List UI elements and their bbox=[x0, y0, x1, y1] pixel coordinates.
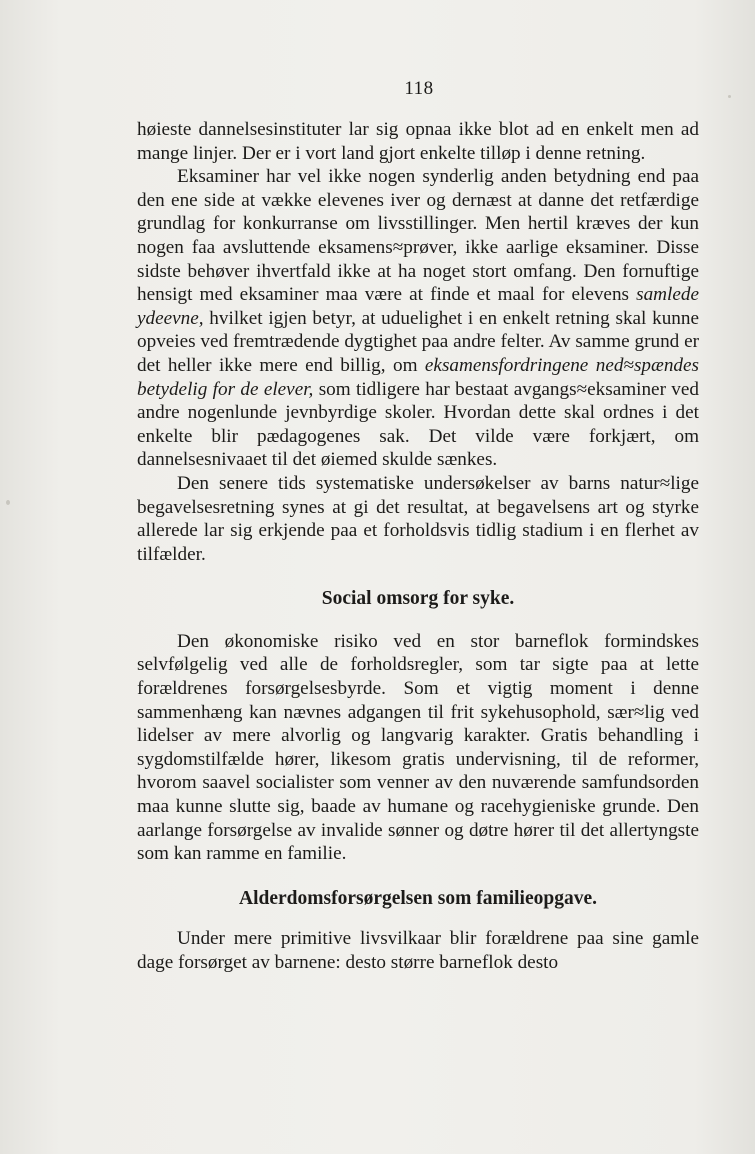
paragraph-syke: Den økonomiske risiko ved en stor barneflok formindskes selvfølgelig ved alle de forholdsregler, som tar sigte paa at lette forældrenes forsørgelsesbyrde. Som et vigtig moment i denne sammenhæng kan nævnes adgangen til frit sykehusophold, sær≈lig ved lidelser av mere alvorlig og langvarig karakter. Gratis behandling i sygdomstilfælde hører, likesom gratis undervisning, til de reformer, hvorom saavel socialister som venner av den nuværende samfundsorden maa kunne slutte sig, baade av humane og racehygieniske grunde. Den aarlange forsørgelse av invalide sønner og døtre hører til det allertyngste som kan ramme en familie. bbox=[137, 630, 699, 865]
paper-speck bbox=[6, 500, 10, 505]
paragraph-text: Eksaminer har vel ikke nogen synderlig anden betydning end paa den ene side at vække elevenes iver og dernæst at danne det retfærdige grundlag for konkurranse om livsstillinger. Men hertil kræves der kun nogen faa avsluttende eksamens≈prøver, ikke aarlige eksaminer. Disse sidste behøver ihvertfald ikke at ha noget stort omfang. Den fornuftige hensigt med eksaminer maa være at finde et maal for elevens bbox=[137, 166, 699, 306]
paragraph-eksaminer bbox=[137, 165, 699, 472]
page-number: 118 bbox=[404, 78, 434, 99]
italic-phrase: eksamensfordringene ned≈spændes betydelig for de elever, bbox=[137, 354, 699, 400]
italic-phrase: samlede ydeevne, bbox=[137, 284, 699, 329]
paragraph-text: som tidligere har bestaat avgangs≈eksaminer ved andre nogenlunde jevnbyrdige skoler. Hvordan dette skal ordnes i det enkelte blir pædagogenes sak. Det vilde være forkjært, om dannelsesnivaaet til det øiemed skulde sænkes. bbox=[137, 378, 699, 471]
section-heading: Alderdomsforsørgelsen som familieopgave. bbox=[239, 887, 597, 909]
page-body bbox=[137, 118, 699, 975]
paragraph-continued: høieste dannelsesinstituter lar sig opnaa ikke blot ad en enkelt men ad mange linjer. Der er i vort land gjort enkelte tilløp i denne retning. bbox=[137, 119, 699, 164]
section-heading: Social omsorg for syke. bbox=[321, 588, 515, 610]
paragraph-begavelse: Den senere tids systematiske undersøkelser av barns natur≈lige begavelsesretning synes at gi det resultat, at begavelsens art og styrke allerede lar sig erkjende paa et forholdsvis tidlig stadium i en flerhet av tilfælder. bbox=[137, 472, 699, 565]
paragraph-alderdom: Under mere primitive livsvilkaar blir forældrene paa sine gamle dage forsørget av barnene: desto større barneflok desto bbox=[137, 928, 699, 973]
paragraph-text: hvilket igjen betyr, at uduelighet i en enkelt retning skal kunne opveies ved fremtrædende dygtighet paa andre felter. Av samme grund er det heller ikke mere end billig, om bbox=[137, 307, 699, 376]
